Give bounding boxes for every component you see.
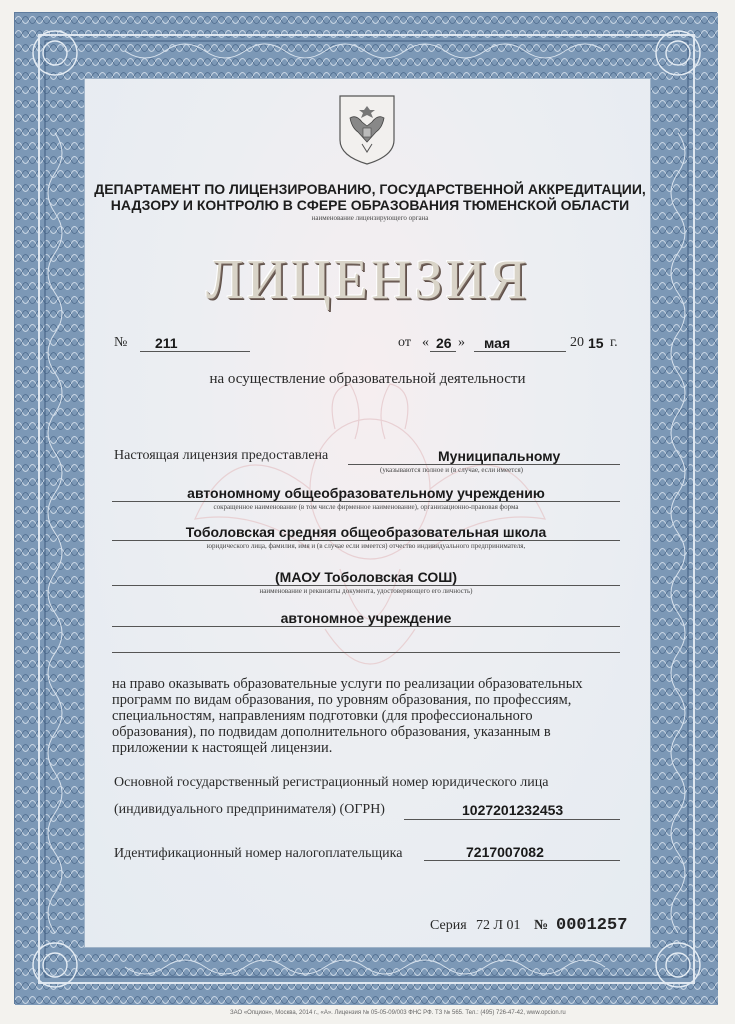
inn-underline (424, 860, 620, 861)
series-number-label: № (534, 918, 549, 933)
date-year-prefix: 20 (570, 335, 584, 350)
series-label: Серия (430, 918, 467, 933)
issuer-caption: наименование лицензирующего органа (311, 214, 429, 222)
issuer-name-line-2: НАДЗОРУ И КОНТРОЛЮ В СФЕРЕ ОБРАЗОВАНИЯ ТЮМЕНСКОЙ ОБЛАСТИ (110, 197, 630, 213)
ogrn-label-2: (индивидуального предпринимателя) (ОГРН) (114, 802, 385, 817)
document-title: ЛИЦЕНЗИЯ (205, 249, 530, 311)
grantee-value-3: Тоболовская средняя общеобразовательная школа (185, 524, 547, 540)
grantee-caption-1: (указываются полное и (в случае, если имеется) (380, 466, 524, 474)
rights-line: приложении к настоящей лицензии. (112, 740, 333, 756)
rights-line: на право оказывать образовательные услуги по реализации образовательных (112, 676, 583, 692)
grantee-caption-3: юридического лица, фамилия, имя и (в случае если имеется) отчество индивидуального предпринимателя, (206, 542, 526, 550)
grantee-underline-2 (112, 501, 620, 502)
grantee-value-2: автономному общеобразовательному учреждению (187, 485, 545, 501)
date-month: мая (484, 335, 511, 351)
ogrn-underline (404, 819, 620, 820)
grantee-caption-2: сокращенное наименование (в том числе фирменное наименование), организационно-правовая форма (213, 503, 519, 511)
date-from-label: от (398, 335, 411, 350)
date-quote-open: « (422, 335, 429, 350)
grantee-value-5: автономное учреждение (280, 610, 452, 626)
blank-underline-6 (112, 652, 620, 653)
rights-line: специальностям, направлениям подготовки (для профессионального (112, 708, 533, 724)
license-purpose: на осуществление образовательной деятельности (209, 371, 526, 387)
month-underline (474, 351, 566, 352)
inn-value: 7217007082 (466, 844, 544, 860)
rights-line: образования), по подвидам дополнительного образования, указанным в (112, 724, 551, 740)
ogrn-value: 1027201232453 (462, 802, 564, 818)
grantee-value-1: Муниципальному (438, 448, 561, 464)
day-underline (430, 351, 456, 352)
number-underline (140, 351, 250, 352)
date-day: 26 (436, 335, 452, 351)
grantee-underline-1 (348, 464, 620, 465)
grantee-underline-5 (112, 626, 620, 627)
number-label: № (114, 335, 128, 350)
date-year-unit: г. (610, 335, 618, 350)
grantee-caption-4: наименование и реквизиты документа, удостоверяющего его личность) (259, 587, 473, 595)
grantee-value-4: (МАОУ Тоболовская СОШ) (275, 569, 457, 585)
coat-of-arms-icon (336, 92, 398, 166)
grantee-label: Настоящая лицензия предоставлена (114, 448, 329, 463)
grantee-underline-4 (112, 585, 620, 586)
date-year-suffix: 15 (588, 335, 604, 351)
series-code: 72 Л 01 (476, 918, 521, 933)
date-quote-close: » (458, 335, 465, 350)
rights-paragraph (112, 676, 620, 756)
rights-line: программ по видам образования, по уровням образования, по профессиям, (112, 692, 572, 708)
license-number: 211 (155, 335, 178, 351)
inn-label: Идентификационный номер налогоплательщика (114, 846, 403, 861)
ogrn-label-1: Основной государственный регистрационный номер юридического лица (114, 775, 549, 790)
series-number: 0001257 (556, 916, 628, 935)
printer-imprint: ЗАО «Опцион», Москва, 2014 г., «А». Лицензия № 05-05-09/003 ФНС РФ. ТЗ № 565. Тел.: (495) 726-47-42, www.opcion.ru (230, 1010, 566, 1016)
grantee-underline-3 (112, 540, 620, 541)
issuer-name-line-1: ДЕПАРТАМЕНТ ПО ЛИЦЕНЗИРОВАНИЮ, ГОСУДАРСТВЕННОЙ АККРЕДИТАЦИИ, (94, 181, 646, 197)
